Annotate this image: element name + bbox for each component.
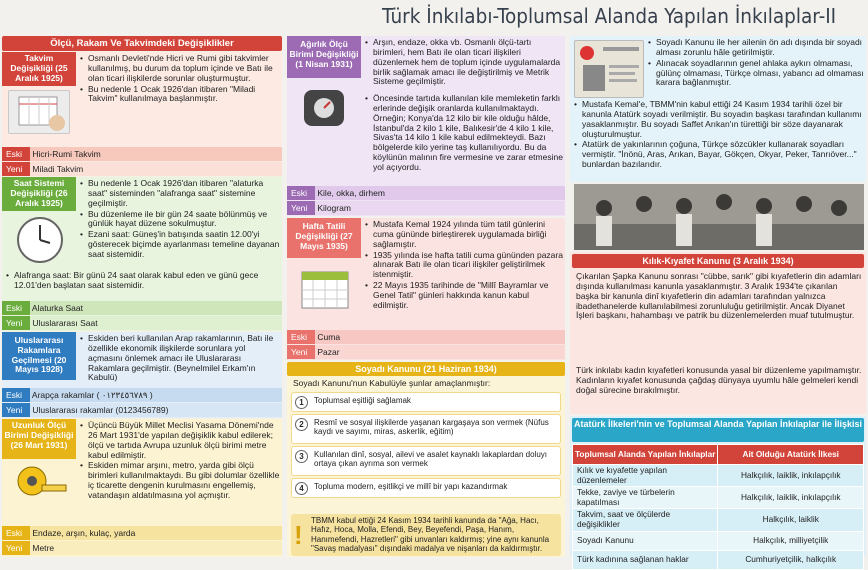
middle-column [287,36,565,557]
yeni-tag: Yeni [2,316,30,330]
warning-icon: ! [294,520,303,550]
identity-card-image [574,40,644,98]
agirlik-label: Ağırlık Ölçü Birimi Değişikliği (1 Nisan 1931) [287,36,361,78]
ilke-cell: Halkçılık, milliyetçilik [718,531,864,550]
historic-photo [574,184,864,250]
uzunluk-yeni-row [2,541,282,555]
uzunluk-eski: Endaze, arşın, kulaç, yarda [32,528,136,538]
soyadi-aim-item [291,414,561,444]
table-row [573,531,864,550]
wall-clock-icon [12,215,68,265]
aim-text: Resmî ve sosyal ilişkilerde yaşanan kargaşaya son vermek (Nüfus kaydı ve sayımı, miras, askerlik, eğitim) [314,418,549,437]
inkilap-cell: Takvim, saat ve ölçülerde değişiklikler [573,509,718,531]
soyadi-aim-item [291,446,561,476]
tatil-section [287,218,565,360]
agirlik-yeni-row [287,201,565,215]
kiyafet-p2: Türk inkılabı kadın kıyafetleri konusunda yasal bir düzenleme yapılmamıştır. Kadınların kıyafet konusunda çağdaş dünyaya uyumlu hâle gelmeleri kendi doğal sürecine bırakılmıştır. [576,365,862,395]
soyadi-aim-item [291,478,561,498]
uzunluk-bullet-2: • Eskiden mimar arşını, metro, yarda gibi ölçü birimleri kullanılmaktaydı. Bu gibi dolumlar özellikle iç ticarette dengenin kurulmasını engellemiş, vatandaşın aldatılmasına yol açmıştır. [80,461,280,500]
saat-yeni-row [2,316,282,330]
ilke-cell: Halkçılık, laiklik, inkılapçılık [718,487,864,509]
ilkeler-col2-header: Ait Olduğu Atatürk İlkesi [718,445,864,465]
saat-bullet-1: • Bu nedenle 1 Ocak 1926'dan itibaren "alaturka saat" sisteminden "alafranga saat" sistemine geçilmiştir. [80,179,280,209]
tatil-bullet-3: • 22 Mayıs 1935 tarihinde de "Millî Bayramlar ve Genel Tatil" günleri hakkında kanun kabul edilmiştir. [365,281,563,311]
ilkeler-table-body [573,465,864,570]
aim-number-badge: 2 [295,418,308,431]
takvim-bullet-1: • Osmanlı Devleti'nde Hicri ve Rumi gibi takvimler kullanılmış, bu durum da toplum içinde ve Batı ile olan ticari ilişkilerde sorunlar oluşturmuştur. [80,54,280,84]
ilke-cell: Halkçılık, laiklik [718,509,864,531]
left-column [2,36,282,557]
soyadi-aim-item [291,392,561,412]
right-column [570,36,866,564]
scale-icon [301,84,347,128]
takvim-section [2,52,282,176]
tatil-yeni: Pazar [317,347,340,357]
tatil-bullet-2: • 1935 yılında ise hafta tatili cuma gününden pazara alınarak Batı ile olan ticari ilişkiler geliştirilmek istenmiştir. [365,251,563,281]
soyadi-header: Soyadı Kanunu (21 Haziran 1934) [287,362,565,376]
tape-measure-icon [12,463,68,499]
soyadi-list [291,392,561,512]
ilkeler-col1-header: Toplumsal Alanda Yapılan İnkılaplar [573,445,718,465]
agirlik-bullet-1: • Arşın, endaze, okka vb. Osmanlı ölçü-tartı birimleri, hem Batı ile olan ticari ilişkileri düzenlemek hem de toplum içinde uygulamalarda birlik sağlamak amacı ile değiştirilmiş ve Metrik Sisteme geçilmiştir. [365,38,563,87]
kiyafet-p1: Çıkarılan Şapka Kanunu sonrası "cübbe, sarık" gibi kıyafetlerin din adamları dışında kullanılması kanunla yasaklanmıştır. 3 Aralık 1934'te çıkarılan başka bir kanunla dinî kıyafetlerin din adamları tarafından yalnızca ibadethanelerde kullanılabilmesi zorunluluğu getirilmiştir. Ancak Diyanet İşleri başkanı, hahambaşı ve patrik bu düzenlemelerden muaf tutulmuştur. [576,271,862,321]
yeni-tag: Yeni [287,201,315,215]
agirlik-eski-row [287,186,565,200]
inkilap-cell: Türk kadınına sağlanan haklar [573,550,718,569]
rakam-eski-row [2,388,282,402]
soyadi-cont-text-2 [574,100,864,182]
calendar-hand-icon [8,90,70,134]
page-title: Türk İnkılabı-Toplumsal Alanda Yapılan İnkılaplar-II [382,4,837,28]
saat-text [80,179,280,271]
inkilap-cell: Soyadı Kanunu [573,531,718,550]
soyadi-note-box [291,514,561,556]
saat-label: Saat Sistemi Değişikliği (26 Aralık 1925) [2,177,76,211]
saat-eski-row [2,301,282,315]
takvim-text [80,54,280,144]
takvim-label: Takvim Değişikliği (25 Aralık 1925) [2,52,76,86]
inkilap-cell: Kılık ve kıyafette yapılan düzenlemeler [573,465,718,487]
ilkeler-table [572,444,864,570]
takvim-eski: Hicri-Rumi Takvim [32,149,101,159]
rakam-text [80,334,280,386]
soyadi-intro: Soyadı Kanunu'nun Kabulüyle şunlar amaçlanmıştır: [293,378,491,388]
soyadi-section [287,362,565,557]
calendar-icon [299,264,351,312]
soyadi-cont-bullet-1: • Soyadı Kanunu ile her ailenin ön adı dışında bir soyadı alması zorunlu hâle getirilmiştir. [648,38,864,58]
agirlik-bullet-2: • Öncesinde tartıda kullanılan kile memleketin farklı erlerinde değişik oranlarda kullanılmaktaydı. Örneğin; Konya'da 12 kilo bir kile olduğu hâlde, İstanbul'da 2 kilo 1 kile, Balıkesir'de 4 kilo 1 kile, Sivas'ta 14 kilo 1 kile kabul edilmekteydi. Bazı bölgelerde kilo yerine taş kullanılıyordu. Bu da köylünün malının fire vermesine ve zarar etmesine yol açıyordu. [365,94,563,173]
eski-tag: Eski [287,330,315,344]
tatil-text [365,220,563,328]
aim-text: Toplumsal eşitliği sağlamak [314,396,411,405]
tatil-label: Hafta Tatili Değişikliği (27 Mayıs 1935) [287,218,361,258]
ilkeler-header: Atatürk İlkeleri'nin ve Toplumsal Alanda Yapılan İnkılaplar ile İlişkisi [572,418,864,442]
aim-text: Topluma modern, eşitlikçi ve millî bir yapı kazandırmak [314,482,508,491]
uzunluk-text [80,421,280,505]
takvim-eski-row [2,147,282,161]
saat-text-full [6,271,280,299]
soyadi-cont-bullet-3: • Mustafa Kemal'e, TBMM'nin kabul ettiği 24 Kasım 1934 tarihli özel bir kanunla Atatürk soyadı verilmiştir. Bu soyadın başkası tarafından kullanımı yasaklanmıştır. Bu soyadı Saffet Arıkan'ın türettiği bir söze dayanarak oluşturulmuştur. [574,100,864,139]
yeni-tag: Yeni [2,162,30,176]
eski-tag: Eski [2,526,30,540]
rakam-label: Uluslararası Rakamlara Geçilmesi (20 Mayıs 1928) [2,332,76,380]
tatil-bullet-1: • Mustafa Kemal 1924 yılında tüm tatil günlerini cuma gününde birleştirerek uygulamada birliği sağlamıştır. [365,220,563,250]
aim-number-badge: 3 [295,450,308,463]
yeni-tag: Yeni [2,403,30,417]
takvim-bullet-2: • Bu nedenle 1 Ocak 1926'dan itibaren "Miladi Takvim" kullanılmaya başlanmıştır. [80,85,280,105]
agirlik-section [287,36,565,216]
ilke-cell: Halkçılık, laiklik, inkılapçılık [718,465,864,487]
soyadi-cont-section [570,36,866,182]
tatil-yeni-row [287,345,565,359]
table-row [573,550,864,569]
ilkeler-section [570,416,866,564]
rakam-section [2,332,282,418]
uzunluk-section [2,419,282,557]
saat-yeni: Uluslararası Saat [32,318,98,328]
kiyafet-header: Kılık-Kıyafet Kanunu (3 Aralık 1934) [572,254,864,268]
soyadi-note: TBMM kabul ettiği 24 Kasım 1934 tarihli kanunda da "Ağa, Hacı, Hafız, Hoca, Molla, Efendi, Bey, Beyefendi, Paşa, Hanım, Hanımefendi, Hazretleri" gibi unvanları kaldırmış; yine aynı kanunla "Savaş madalyası" dışındaki madalya ve nişanları da kaldırmıştır. [311,516,550,553]
eski-tag: Eski [2,147,30,161]
inkilap-cell: Tekke, zaviye ve türbelerin kapatılması [573,487,718,509]
tatil-eski: Cuma [317,332,341,342]
left-header: Ölçü, Rakam Ve Takvimdeki Değişiklikler [2,36,282,51]
takvim-yeni: Miladi Takvim [32,164,84,174]
soyadi-cont-bullet-4: • Atatürk de yakınlarının çoğuna, Türkçe sözcükler kullanarak soyadları vermiştir. "İnönü, Aras, Arıkan, Bayar, Gökçen, Okyar, Peker, Tanrıöver..." bunlardan bazılarıdır. [574,140,864,170]
uzunluk-bullet-1: • Üçüncü Büyük Millet Meclisi Yasama Dönemi'nde 26 Mart 1931'de yapılan değişiklik kabul edilerek; ölçü ve tartıda Avrupa uzunluk ölçü birimi metre kabul edilmiştir. [80,421,280,460]
eski-tag: Eski [2,388,30,402]
soyadi-cont-bullet-2: • Alınacak soyadlarının genel ahlaka aykırı olmaması, gülünç olmaması, Türkçe olması, yabancı ad olmaması karara bağlanmıştır. [648,59,864,89]
agirlik-yeni: Kilogram [317,203,351,213]
rakam-yeni-row [2,403,282,417]
takvim-yeni-row [2,162,282,176]
table-row [573,509,864,531]
agirlik-text-2 [365,94,563,186]
saat-bullet-2: • Bu düzenleme ile bir gün 24 saate bölünmüş ve günlük hayat düzene sokulmuştur. [80,210,280,230]
aim-text: Kullanılan dinî, sosyal, ailevi ve asalet kaynaklı lakaplardan doluyı ortaya çıkan ayrıma son vermek [314,450,548,469]
rakam-eski: Arapça rakamlar ( ٠١٢٣٤٥٦٧٨٩ ) [31,390,153,400]
rakam-yeni: Uluslararası rakamlar (0123456789) [32,405,169,415]
agirlik-eski: Kile, okka, dirhem [317,188,385,198]
aim-number-badge: 1 [295,396,308,409]
uzunluk-label: Uzunluk Ölçü Birimi Değişikliği (26 Mart 1931) [2,419,76,459]
eski-tag: Eski [2,301,30,315]
uzunluk-eski-row [2,526,282,540]
saat-section [2,177,282,331]
rakam-bullet-1: • Eskiden beri kullanılan Arap rakamlarının, Batı ile özellikle ekonomik ilişkilerde sorunlara yol açmasını önlemek amacı ile Uluslararası Rakamlara geçilmiştir. (Beynelmilel Erkam'ın Kabulü) [80,334,280,383]
aim-number-badge: 4 [295,482,308,495]
uzunluk-yeni: Metre [32,543,55,553]
tatil-eski-row [287,330,565,344]
table-row [573,487,864,509]
ilke-cell: Cumhuriyetçilik, halkçılık [718,550,864,569]
table-row [573,465,864,487]
saat-bullet-3: • Ezani saat: Güneş'in batışında saatin 12.00'yi gösterecek biçimde ayarlanması temeline dayanan saat sistemidir. [80,230,280,260]
eski-tag: Eski [287,186,315,200]
saat-eski: Alaturka Saat [31,303,83,313]
saat-bullet-4: • Alafranga saat: Bir günü 24 saat olarak kabul eden ve günü gece 12.01'den başlatan saat sistemidir. [6,271,280,291]
kiyafet-section [570,252,866,414]
yeni-tag: Yeni [287,345,315,359]
yeni-tag: Yeni [2,541,30,555]
soyadi-cont-text [648,38,864,100]
